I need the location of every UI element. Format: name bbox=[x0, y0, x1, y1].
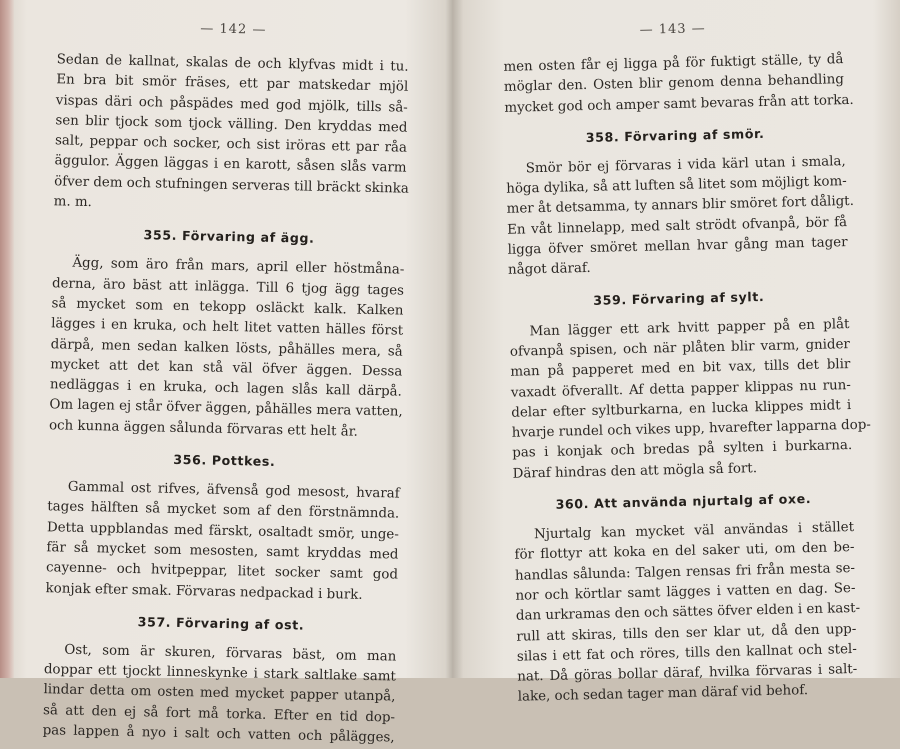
text-line: ofvanpå spisen, och när plåten blir varm, gnider bbox=[509, 337, 851, 360]
text-line: pas lappen å nyo i salt och vatten och pålägges, bbox=[42, 723, 395, 746]
text-line: lägges i en kruka, och helt litet vatten hälles först bbox=[51, 316, 404, 339]
text-line: handlas sålunda: Talgen rensas fri från mesta se- bbox=[514, 560, 856, 584]
book-cover-edge bbox=[0, 0, 14, 678]
section-body-359 bbox=[509, 315, 872, 485]
text-line: mycket god och amper samt bevaras från att torka. bbox=[504, 92, 854, 116]
left-page bbox=[42, 0, 410, 746]
text-line: delar efter syltburkarna, en lucka klippes midt i bbox=[511, 397, 852, 421]
text-line: äggulor. Äggen läggas i en karott, såsen slås varm bbox=[54, 153, 407, 177]
text-line: något däraf. bbox=[507, 261, 591, 279]
text-line: fär så mycket som mesosten, samt kryddas med bbox=[46, 540, 399, 563]
text-line: mycket att det kan stå väl öfver äggen. Dessa bbox=[50, 357, 403, 380]
text-line: lindar detta om osten med mycket papper utanpå, bbox=[43, 682, 396, 705]
text-line: Man lägger ett ark hvitt papper på en plåt bbox=[529, 316, 850, 339]
text-line: så mycket som en tekopp osläckt kalk. Kalken bbox=[51, 296, 404, 319]
text-line: mer åt detsamma, ty annars blir smöret fort dåligt. bbox=[506, 194, 855, 218]
intro-text bbox=[503, 50, 854, 119]
section-body-357 bbox=[42, 640, 396, 749]
text-line: Däraf hindras den att mögla så fort. bbox=[512, 460, 758, 482]
text-line: Smör bör ej förvaras i vida kärl utan i smala, bbox=[525, 153, 846, 177]
section-heading-359: 359. Förvaring af sylt. bbox=[593, 288, 765, 308]
section-heading-356: 356. Pottkes. bbox=[173, 451, 276, 470]
text-line: lake, och sedan tager man däraf vid behof. bbox=[517, 683, 809, 706]
text-line: doppar ett tjockt linneskynke i stark saltlake samt bbox=[43, 662, 397, 685]
text-line: därpå, men sedan kalken lösts, påhälles mera, så bbox=[50, 336, 403, 360]
page-number: — 143 — bbox=[639, 21, 706, 38]
text-line: Gammal ost rifves, äfvenså god mesost, hvaraf bbox=[67, 479, 400, 502]
section-body-355 bbox=[49, 254, 405, 444]
text-line: tages hälften så mycket som af den förstnämnda. bbox=[47, 499, 400, 522]
text-line: nor och körtlar samt lägges i vatten en dag. Se- bbox=[515, 580, 856, 604]
text-line: ligga öfver smöret mellan hvar gång man tager bbox=[507, 235, 848, 258]
page-number: — 142 — bbox=[200, 21, 267, 38]
text-line: Ost, som är skuren, förvaras bäst, om man bbox=[64, 642, 397, 665]
text-line: nat. Då göras bollar däraf, hvilka förvaras i salt- bbox=[517, 662, 858, 685]
text-line: m. m. bbox=[53, 194, 93, 211]
text-line: vispas däri och påspädes med god mjölk, tills så- bbox=[55, 92, 408, 116]
text-line: öfver dem och stufningen serveras till bräckt skinka bbox=[54, 174, 409, 197]
text-line: silas i ett fat och röres, tills den kallnat och stel- bbox=[516, 641, 857, 665]
text-line: Om lagen ej står öfver äggen, påhälles mera vatten, bbox=[49, 397, 403, 421]
text-line: cayenne- och hvitpeppar, litet socker samt god bbox=[45, 560, 399, 583]
text-line: Detta uppblandas med färskt, osaltadt smör, unge- bbox=[46, 519, 399, 543]
text-line: Ägg, som äro från mars, april eller höstmåna- bbox=[72, 256, 405, 279]
text-line: man på papperet med en bit vax, tills det blir bbox=[510, 357, 851, 381]
section-body-360 bbox=[514, 518, 861, 708]
section-heading-358: 358. Förvaring af smör. bbox=[585, 125, 765, 145]
text-line: derna, äro bäst att inlägga. Till 6 tjog ägg tages bbox=[51, 275, 405, 299]
text-line: nedläggas i en kruka, och lagen slås kall därpå. bbox=[49, 377, 402, 400]
intro-text bbox=[54, 50, 409, 220]
text-line: rull att skiras, tills den ser klar ut, då den upp- bbox=[516, 621, 857, 645]
text-line: för flottyr att koka en del saker uti, om den be- bbox=[514, 540, 855, 564]
text-line: En våt linnelapp, med salt strödt ofvanpå, bör få bbox=[507, 214, 848, 238]
text-line: men osten får ej ligga på för fuktigt ställe, ty då bbox=[503, 52, 844, 75]
text-line: möglar den. Osten blir genom denna behandling bbox=[503, 72, 845, 96]
text-line: dan urkramas den och sättes öfver elden i en kast- bbox=[515, 601, 861, 624]
section-heading-355: 355. Förvaring af ägg. bbox=[143, 227, 315, 247]
text-line: vaxadt öfverallt. Af detta papper klippas nu run- bbox=[510, 377, 851, 401]
text-line: pas i konjak och bredas på sylten i burkarna. bbox=[512, 438, 853, 462]
text-line: och kunna äggen sålunda förvaras ett helt år. bbox=[48, 417, 359, 440]
section-body-356 bbox=[45, 477, 399, 606]
text-line: salt, peppar och socker, och sist iröras ett par råa bbox=[54, 133, 408, 156]
section-heading-357: 357. Förvaring af ost. bbox=[137, 613, 305, 633]
right-page bbox=[502, 0, 872, 706]
text-line: Njurtalg kan mycket väl användas i stället bbox=[533, 520, 855, 543]
section-heading-360: 360. Att använda njurtalg af oxe. bbox=[555, 491, 812, 512]
text-line: Sedan de kallnat, skalas de och klyfvas midt i tu. bbox=[56, 52, 409, 75]
text-line: höga dylika, så att luften så litet som möjligt kom- bbox=[506, 174, 847, 197]
section-body-358 bbox=[506, 152, 855, 281]
text-line: En bra bit smör fräses, ett par matskedar mjöl bbox=[56, 72, 409, 95]
text-line: sen blir tjock som tjock välling. Den kryddas med bbox=[55, 113, 408, 136]
text-line: konjak efter smak. Förvaras nedpackad i burk. bbox=[45, 580, 363, 603]
text-line: så att den ej så fort må torka. Efter en tid dop- bbox=[42, 702, 396, 726]
text-line: hvarje rundel och vikes upp, hvarefter lapparna dop- bbox=[511, 417, 872, 441]
